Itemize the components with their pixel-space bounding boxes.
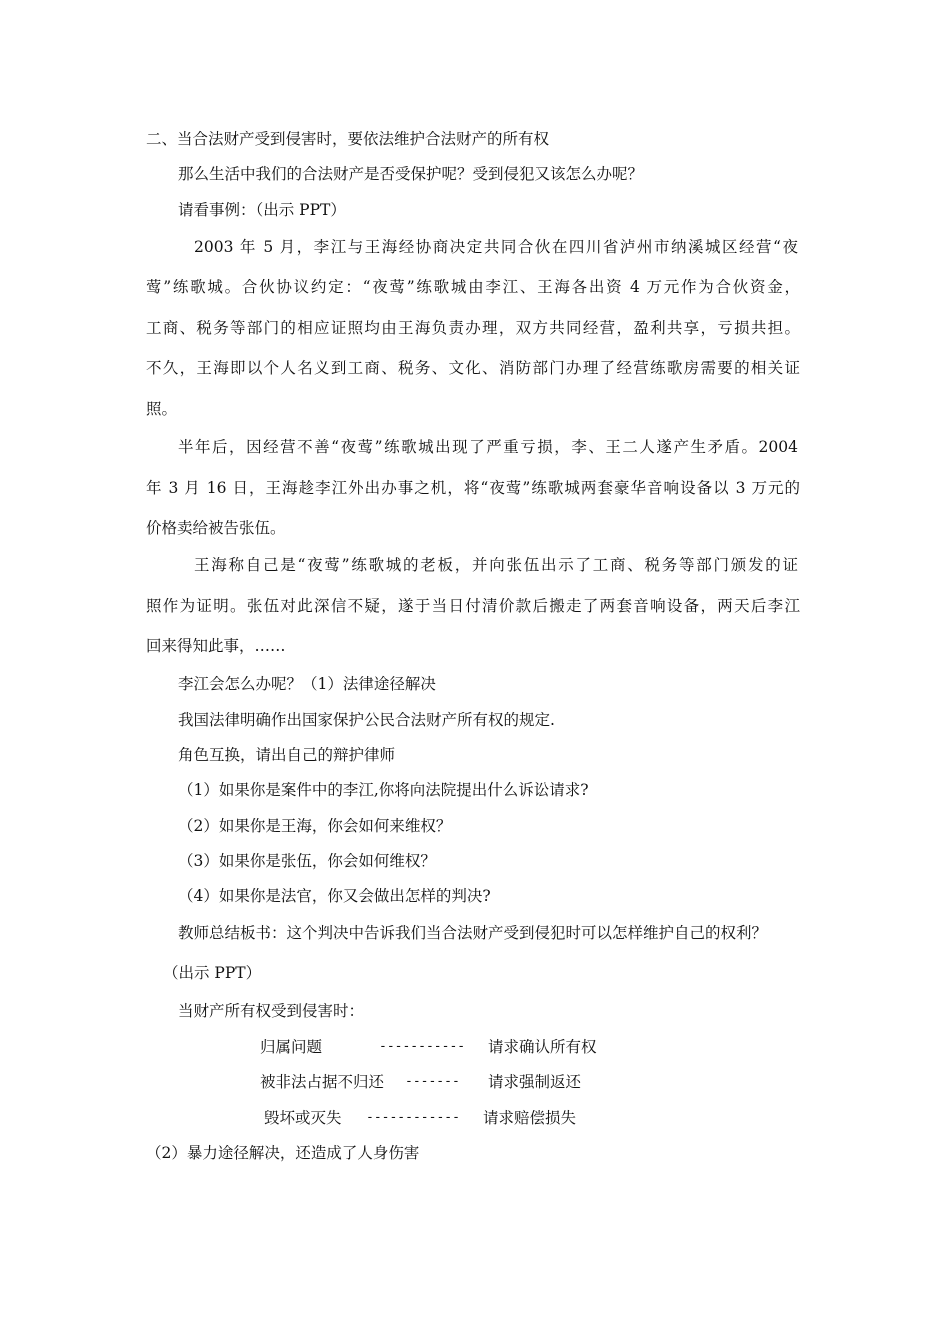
remedy-case: 归属问题 <box>260 1038 323 1056</box>
remedy-dash: ----------- <box>379 1039 466 1054</box>
summary-ppt: （出示 PPT） <box>163 964 262 982</box>
discussion-question: （1）如果你是案件中的李江,你将向法院提出什么诉讼请求? <box>178 781 589 799</box>
section-heading: 二、当合法财产受到侵害时，要依法维护合法财产的所有权 <box>146 130 550 148</box>
law-statement: 我国法律明确作出国家保护公民合法财产所有权的规定. <box>178 711 555 729</box>
case-para3-line: 王海称自己是“夜莺”练歌城的老板，并向张伍出示了工商、税务等部门颁发的证 <box>194 556 798 574</box>
remedy-case: 毁坏或灭失 <box>264 1109 342 1127</box>
case-para3-line: 照作为证明。张伍对此深信不疑，遂于当日付清价款后搬走了两套音响设备，两天后李江 <box>146 597 800 615</box>
case-para1-line: 莺”练歌城。合伙协议约定：“夜莺”练歌城由李江、王海各出资 4 万元作为合伙资金， <box>146 278 800 296</box>
case-para2-line: 价格卖给被告张伍。 <box>146 519 286 537</box>
case-para1-line: 照。 <box>146 400 178 418</box>
question-line: 那么生活中我们的合法财产是否受保护呢？受到侵犯又该怎么办呢？ <box>178 165 644 183</box>
teacher-summary: 教师总结板书：这个判决中告诉我们当合法财产受到侵犯时可以怎样维护自己的权利？ <box>178 924 768 942</box>
remedy-case: 被非法占据不归还 <box>260 1073 385 1091</box>
case-para2-line: 年 3 月 16 日，王海趁李江外出办事之机，将“夜莺”练歌城两套豪华音响设备以 3 万元的 <box>146 479 800 497</box>
case-para1-line: 不久，王海即以个人名义到工商、税务、文化、消防部门办理了经营练歌房需要的相关证 <box>146 359 800 377</box>
violence-resolution: （2）暴力途径解决，还造成了人身伤害 <box>146 1144 420 1162</box>
case-para1-line: 2003 年 5 月，李江与王海经协商决定共同合伙在四川省泸州市纳溪城区经营“夜 <box>194 238 798 256</box>
case-para3-line: 回来得知此事，…… <box>146 637 286 655</box>
case-para2-line: 半年后，因经营不善“夜莺”练歌城出现了严重亏损，李、王二人遂产生矛盾。2004 <box>178 438 798 456</box>
remedy-action: 请求强制返还 <box>488 1073 582 1091</box>
discussion-question: （2）如果你是王海，你会如何来维权？ <box>178 817 452 835</box>
remedy-action: 请求确认所有权 <box>488 1038 597 1056</box>
case-intro: 请看事例：（出示 PPT） <box>178 201 346 219</box>
case-para1-line: 工商、税务等部门的相应证照均由王海负责办理，双方共同经营，盈利共享，亏损共担。 <box>146 319 800 337</box>
discussion-prompt: 李江会怎么办呢？（1）法律途径解决 <box>178 675 436 693</box>
remedy-intro: 当财产所有权受到侵害时： <box>178 1002 365 1020</box>
discussion-question: （4）如果你是法官，你又会做出怎样的判决? <box>178 887 491 905</box>
remedy-dash: ------------ <box>366 1110 460 1125</box>
remedy-dash: ------- <box>405 1074 460 1089</box>
remedy-action: 请求赔偿损失 <box>483 1109 577 1127</box>
discussion-question: （3）如果你是张伍，你会如何维权？ <box>178 852 436 870</box>
role-play: 角色互换，请出自己的辩护律师 <box>178 746 396 764</box>
